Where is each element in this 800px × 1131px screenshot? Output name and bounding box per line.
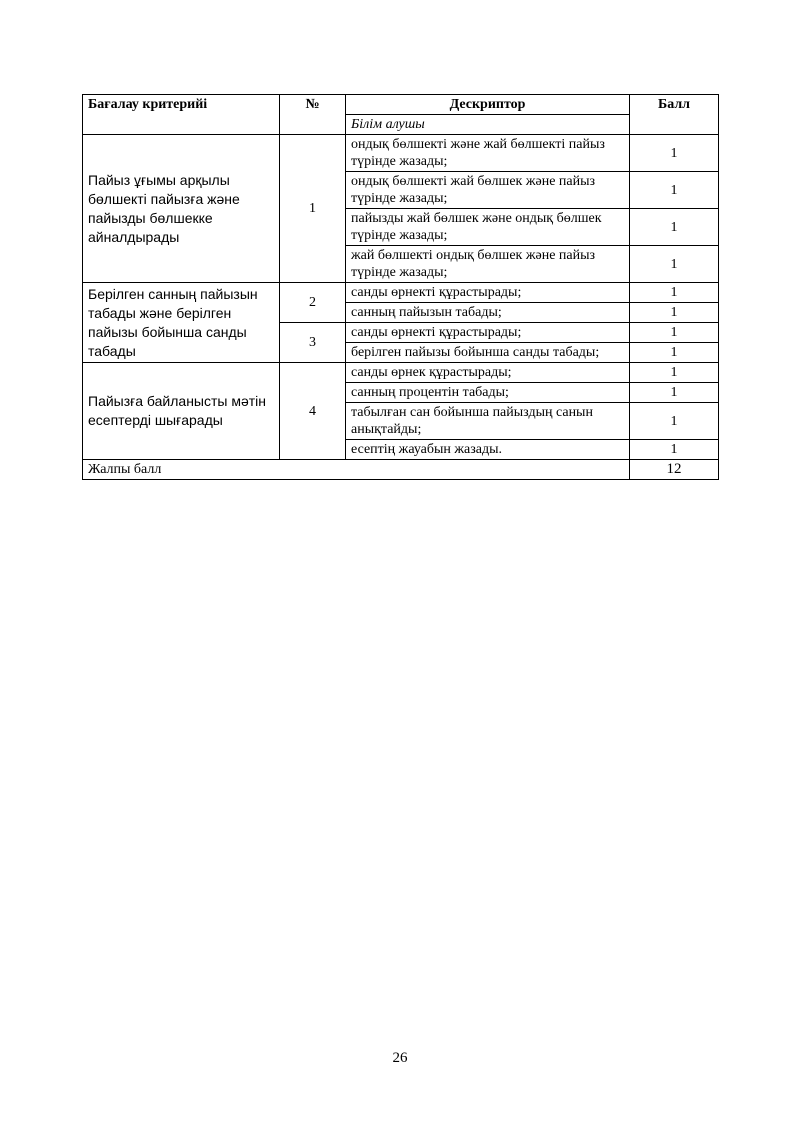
score-cell: 1 [630,343,719,363]
score-cell: 1 [630,135,719,172]
descriptor-cell: ондық бөлшекті жай бөлшек және пайыз түрінде жазады; [346,172,630,209]
criterion-cell: Берілген санның пайызын табады және берілген пайызы бойынша санды табады [83,283,280,363]
descriptor-cell: пайызды жай бөлшек және ондық бөлшек түрінде жазады; [346,209,630,246]
descriptor-cell: ондық бөлшекті және жай бөлшекті пайыз түрінде жазады; [346,135,630,172]
descriptor-cell: табылған сан бойынша пайыздың санын анықтайды; [346,403,630,440]
score-cell: 1 [630,383,719,403]
header-row [83,95,719,115]
score-cell: 1 [630,440,719,460]
descriptor-cell: берілген пайызы бойынша санды табады; [346,343,630,363]
task-number-cell: 2 [280,283,346,323]
assessment-rubric-table [82,94,719,480]
score-cell: 1 [630,363,719,383]
total-score: 12 [630,460,719,480]
descriptor-subheader: Білім алушы [346,115,630,135]
criterion-header: Бағалау критерийі [83,95,280,135]
descriptor-cell: санды өрнекті құрастырады; [346,323,630,343]
score-cell: 1 [630,323,719,343]
score-cell: 1 [630,283,719,303]
score-cell: 1 [630,209,719,246]
descriptor-cell: санның пайызын табады; [346,303,630,323]
task-number-cell: 4 [280,363,346,460]
table-row [83,135,719,172]
score-header: Балл [630,95,719,135]
criterion-cell: Пайызға байланысты мәтін есептерді шығарады [83,363,280,460]
table-row [83,283,719,303]
table-row [83,363,719,383]
descriptor-cell: санды өрнекті құрастырады; [346,283,630,303]
descriptor-cell: санды өрнек құрастырады; [346,363,630,383]
score-cell: 1 [630,303,719,323]
score-cell: 1 [630,172,719,209]
score-cell: 1 [630,246,719,283]
score-cell: 1 [630,403,719,440]
task-number-cell: 1 [280,135,346,283]
descriptor-cell: жай бөлшекті ондық бөлшек және пайыз түрінде жазады; [346,246,630,283]
criterion-cell: Пайыз ұғымы арқылы бөлшекті пайызға және пайызды бөлшекке айналдырады [83,135,280,283]
total-label: Жалпы балл [83,460,630,480]
descriptor-cell: есептің жауабын жазады. [346,440,630,460]
number-header: № [280,95,346,135]
page-number: 26 [392,1050,408,1066]
descriptor-cell: санның процентін табады; [346,383,630,403]
total-row [83,460,719,480]
descriptor-header: Дескриптор [346,95,630,115]
task-number-cell: 3 [280,323,346,363]
